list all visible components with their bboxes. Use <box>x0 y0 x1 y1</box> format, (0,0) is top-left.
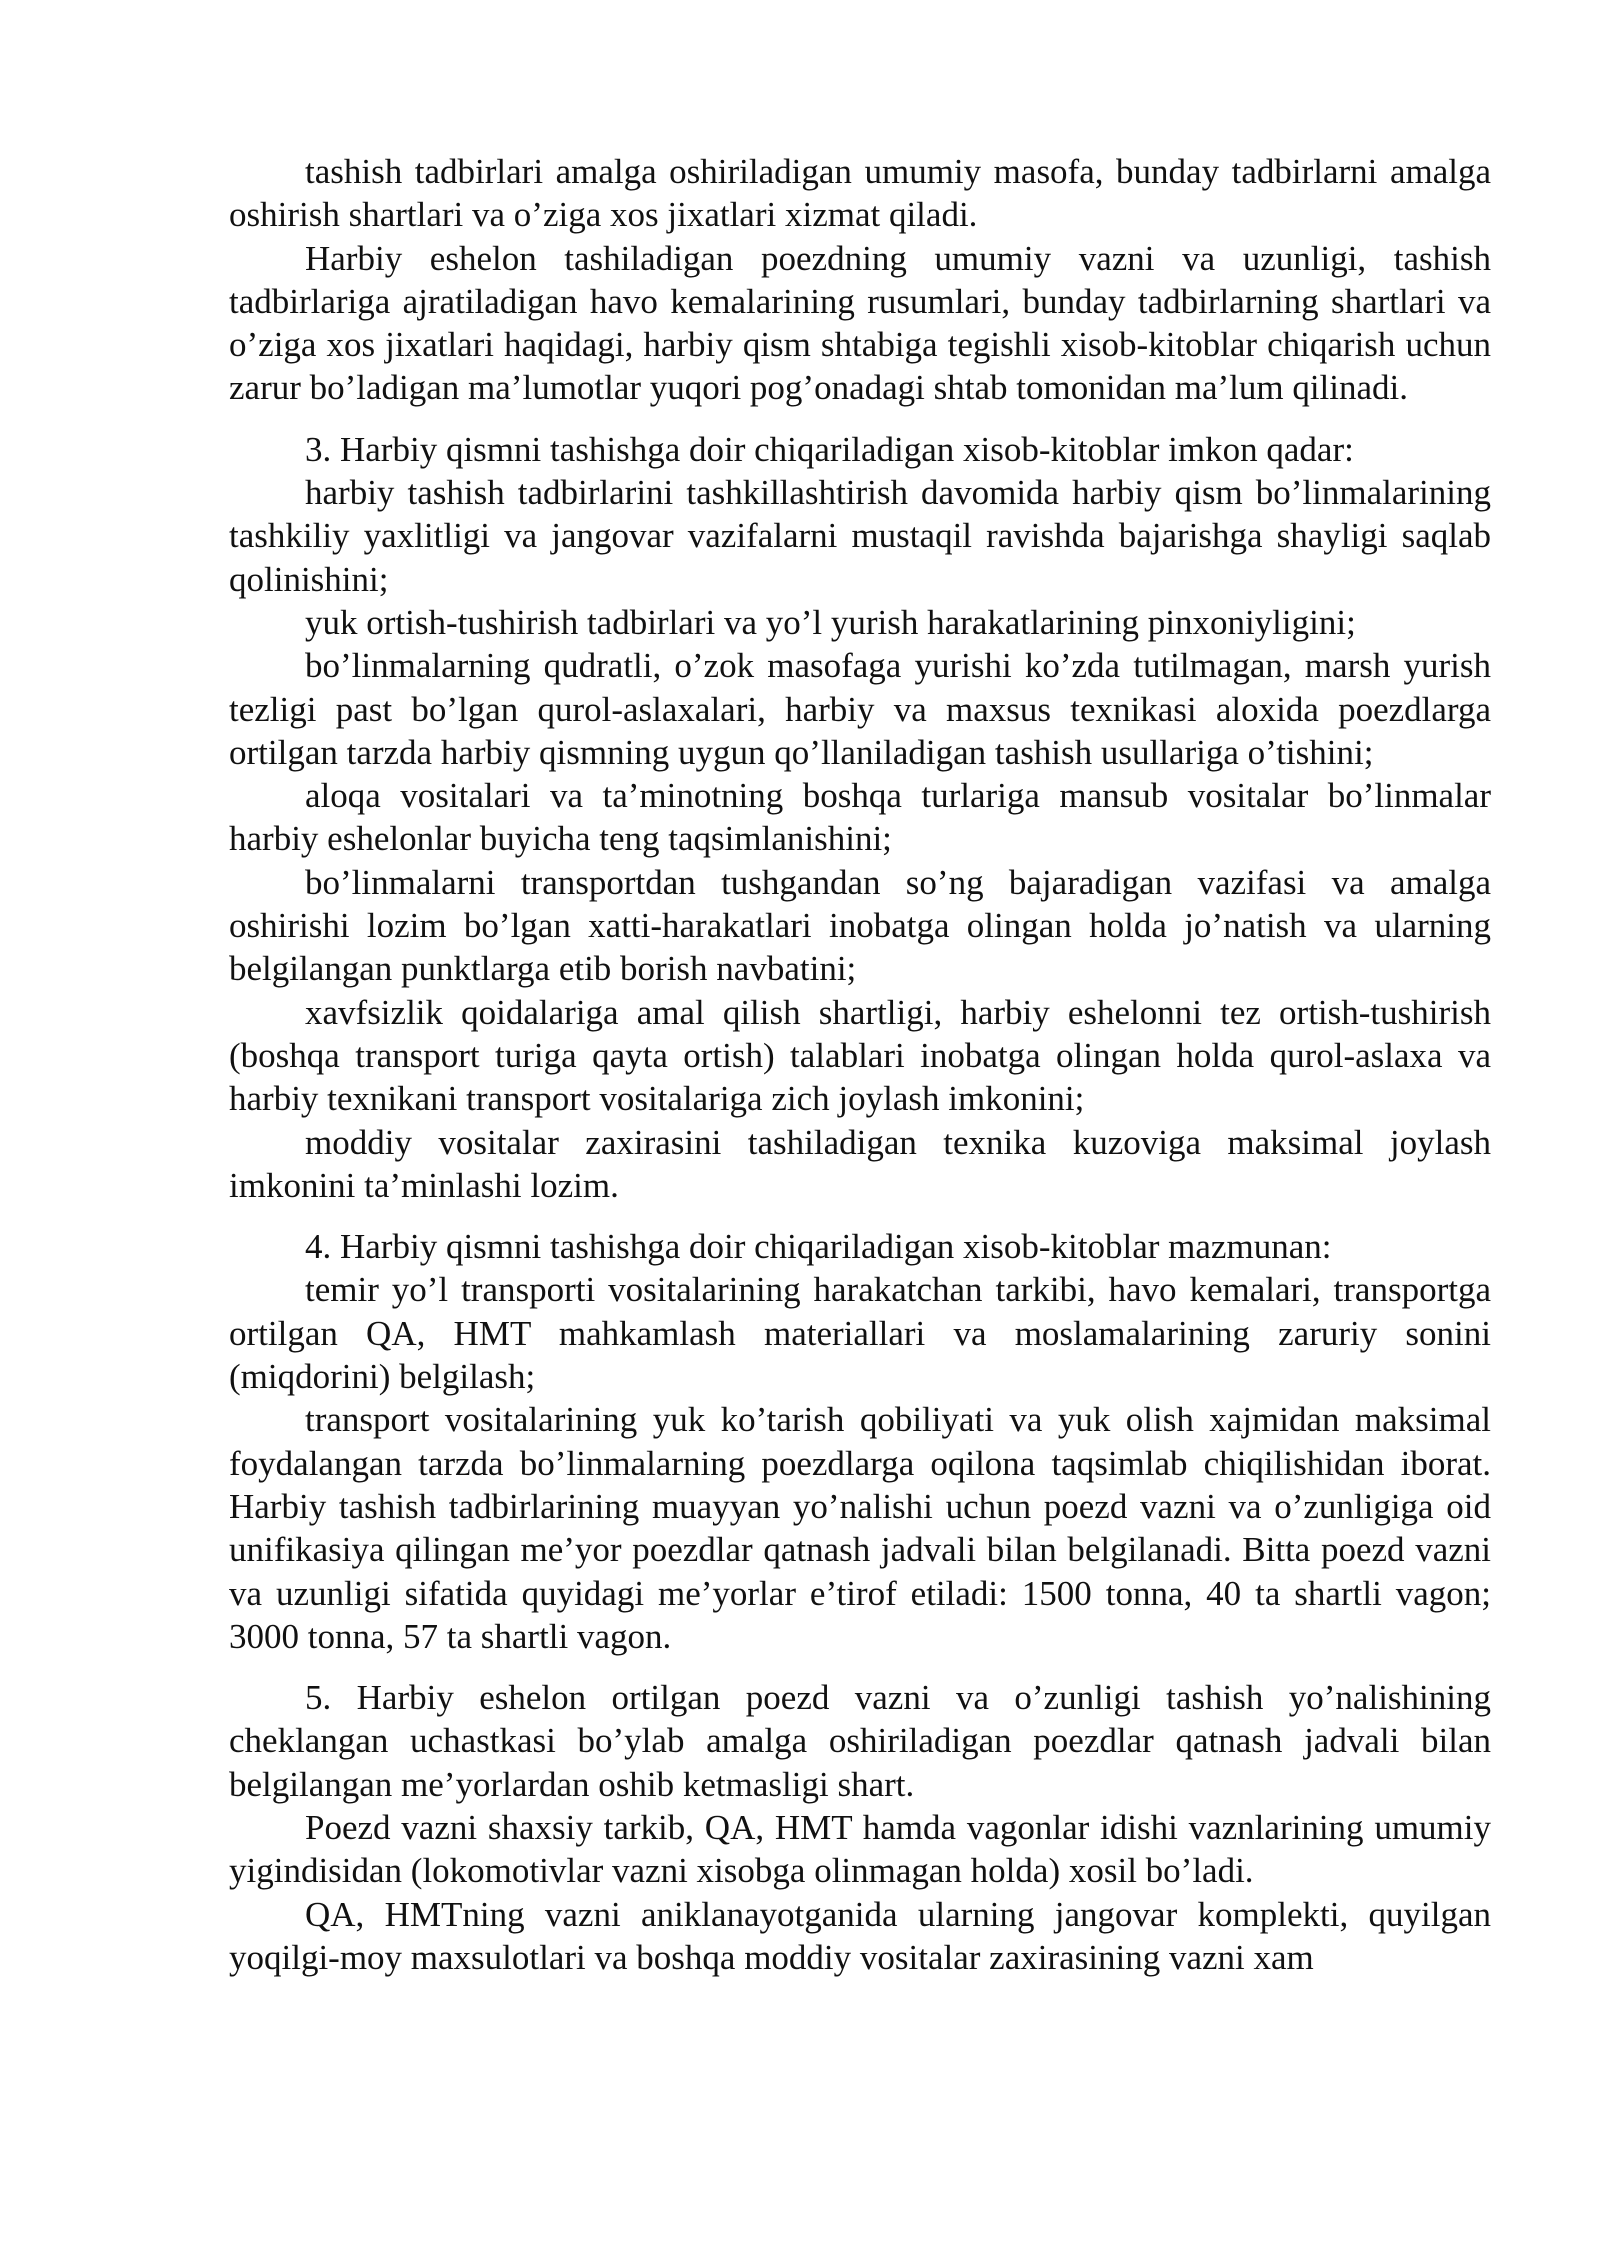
list-item: harbiy tashish tadbirlarini tashkillashtirish davomida harbiy qism bo’linmalarining tashkiliy yaxlitligi va jangovar vazifalarni mustaqil ravishda bajarishga shayligi saqlab qolinishini; <box>229 473 1491 599</box>
section-3-heading: 3. Harbiy qismni tashishga doir chiqariladigan xisob-kitoblar imkon qadar: <box>305 429 1354 469</box>
paragraph-train-weight: Poezd vazni shaxsiy tarkib, QA, HMT hamda vagonlar idishi vaznlarining umumiy yigindisidan (lokomotivlar vazni xisobga olinmagan holda) xosil bo’ladi. <box>229 1807 1491 1891</box>
section-4-heading: 4. Harbiy qismni tashishga doir chiqariladigan xisob-kitoblar mazmunan: <box>305 1227 1332 1267</box>
list-item: yuk ortish-tushirish tadbirlari va yo’l yurish harakatlarining pinxoniyligini; <box>305 602 1356 642</box>
list-item: bo’linmalarning qudratli, o’zok masofaga yurishi ko’zda tutilmagan, marsh yurish tezligi past bo’lgan qurol-aslaxalari, harbiy va maxsus texnikasi aloxida poezdlarga ortilgan tarzda harbiy qismning uygun qo’llaniladigan tashish usullariga o’tishini; <box>229 646 1491 772</box>
document-body <box>229 150 1491 1979</box>
list-item: transport vositalarining yuk ko’tarish qobiliyati va yuk olish xajmidan maksimal foydalangan tarzda bo’linmalarning poezdlarga oqilona taqsimlab chiqilishidan iborat. Harbiy tashish tadbirlarining muayyan yo’nalishi uchun poezd vazni va o’zunligiga oid unifikasiya qilingan me’yor poezdlar qatnash jadvali bilan belgilanadi. Bitta poezd vazni va uzunligi sifatida quyidagi me’yorlar e’tirof etiladi: 1500 tonna, 40 ta shartli vagon; 3000 tonna, 57 ta shartli vagon. <box>229 1400 1491 1656</box>
list-item: moddiy vositalar zaxirasini tashiladigan texnika kuzoviga maksimal joylash imkonini ta’minlashi lozim. <box>229 1122 1491 1205</box>
list-item: aloqa vositalari va ta’minotning boshqa turlariga mansub vositalar bo’linmalar harbiy eshelonlar buyicha teng taqsimlanishini; <box>229 776 1491 859</box>
list-item: xavfsizlik qoidalariga amal qilish shartligi, harbiy eshelonni tez ortish-tushirish (boshqa transport turiga qayta ortish) talablari inobatga olingan holda qurol-aslaxa va harbiy texnikani transport vositalariga zich joylash imkonini; <box>229 992 1491 1119</box>
section-5-paragraph: 5. Harbiy eshelon ortilgan poezd vazni va o’zunligi tashish yo’nalishining cheklangan uchastkasi bo’ylab amalga oshiriladigan poezdlar qatnash jadvali bilan belgilangan me’yorlardan oshib ketmasligi shart. <box>229 1678 1491 1804</box>
list-item: bo’linmalarni transportdan tushgandan so’ng bajaradigan vazifasi va amalga oshirishi lozim bo’lgan xatti-harakatlari inobatga olingan holda jo’natish va ularning belgilangan punktlarga etib borish navbatini; <box>229 862 1491 989</box>
list-item: temir yo’l transporti vositalarining harakatchan tarkibi, havo kemalari, transportga ortilgan QA, HMT mahkamlash materiallari va moslamalarining zaruriy sonini (miqdorini) belgilash; <box>229 1270 1491 1397</box>
paragraph-eshelon-data: Harbiy eshelon tashiladigan poezdning umumiy vazni va uzunligi, tashish tadbirlariga ajratiladigan havo kemalarining rusumlari, bunday tadbirlarning shartlari va o’ziga xos jixatlari haqidagi, harbiy qism shtabiga tegishli xisob-kitoblar chiqarish uchun zarur bo’ladigan ma’lumotlar yuqori pog’onadagi shtab tomonidan ma’lum qilinadi. <box>229 238 1491 408</box>
paragraph-qa-hmt-weight: QA, HMTning vazni aniklanayotganida ularning jangovar komplekti, quyilgan yoqilgi-moy maxsulotlari va boshqa moddiy vositalar zaxirasining vazni xam <box>229 1894 1491 1977</box>
paragraph-continuation: tashish tadbirlari amalga oshiriladigan umumiy masofa, bunday tadbirlarni amalga oshirish shartlari va o’ziga xos jixatlari xizmat qiladi. <box>229 152 1491 235</box>
